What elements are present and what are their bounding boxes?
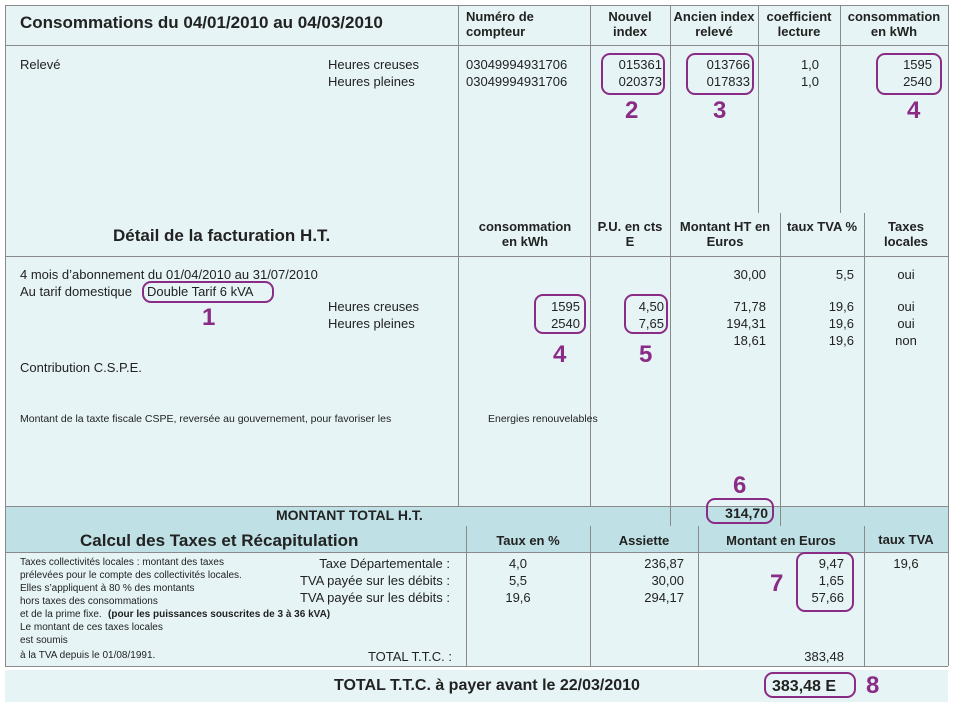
header-coefficient: coefficient lecture — [766, 9, 832, 39]
header-montant-euros: Montant en Euros — [726, 533, 836, 548]
abonnement-tva: 5,5 — [835, 267, 854, 282]
header-taxes-locales: Taxes locales — [883, 219, 929, 249]
cspe-note: Montant de la taxte fiscale CSPE, reversée au gouvernement, pour favoriser les — [20, 413, 392, 425]
header-consommation-kwh: consommation en kWh — [478, 219, 572, 249]
period-heures-creuses: Heures creuses — [328, 57, 420, 72]
conso-value: 2540 — [551, 316, 580, 331]
montant-ht-value: 71,78 — [733, 299, 766, 314]
highlight-pu — [624, 294, 668, 334]
header-montant-ht: Montant HT en Euros — [679, 219, 771, 249]
highlight-ancien-index — [686, 53, 754, 95]
montant-ht-value: 18,61 — [733, 333, 766, 348]
cspe-note-renouvelables: Energies renouvelables — [488, 413, 598, 425]
nouvel-index-value: 020373 — [618, 74, 662, 89]
header-numero-compteur: Numéro de compteur — [466, 9, 534, 39]
total-ht-band — [5, 506, 948, 526]
assiette-value: 294,17 — [644, 590, 684, 605]
tva-value: 19,6 — [828, 316, 854, 331]
marker-4: 4 — [553, 341, 567, 368]
taxes-note: Elles s’appliquent à 80 % des montants — [20, 583, 195, 594]
conso-kwh-value: 1595 — [903, 57, 932, 72]
highlight-total-ht — [706, 498, 774, 524]
assiette-value: 236,87 — [644, 556, 684, 571]
montant-value: 1,65 — [818, 573, 844, 588]
marker-1: 1 — [202, 304, 216, 331]
period-heures-pleines: Heures pleines — [328, 74, 415, 89]
taux-value: 19,6 — [505, 590, 531, 605]
header-taux-tva: taux TVA — [878, 532, 934, 547]
taxes-locales-value: oui — [897, 316, 915, 331]
pu-value: 4,50 — [638, 299, 664, 314]
tva-value: 19,6 — [893, 556, 919, 571]
pu-value: 7,65 — [638, 316, 664, 331]
marker-4: 4 — [907, 97, 921, 124]
taxes-note: Le montant de ces taxes locales — [20, 622, 163, 633]
highlight-total-ttc — [764, 672, 856, 698]
marker-7: 7 — [770, 570, 784, 597]
conso-kwh-value: 2540 — [903, 74, 932, 89]
taux-value: 5,5 — [508, 573, 528, 588]
tva-value: 19,6 — [828, 333, 854, 348]
montant-value: 9,47 — [818, 556, 844, 571]
tax-row-label: Taxe Départementale : — [319, 556, 450, 571]
header-consommation: consommation en kWh — [847, 9, 941, 39]
highlight-taxes — [796, 552, 854, 612]
marker-8: 8 — [866, 672, 880, 699]
row-label-releve: Relevé — [20, 57, 61, 72]
taxes-note: hors taxes des consommations — [20, 596, 158, 607]
marker-5: 5 — [639, 341, 653, 368]
total-ht-label: MONTANT TOTAL H.T. — [276, 507, 423, 523]
marker-6: 6 — [733, 472, 747, 499]
tax-row-label: TVA payée sur les débits : — [299, 590, 450, 605]
nouvel-index-value: 015361 — [618, 57, 662, 72]
highlight-conso-detail — [534, 294, 586, 334]
marker-2: 2 — [625, 97, 639, 124]
section3-title: Calcul des Taxes et Récapitulation — [80, 531, 359, 550]
tarif-value: Double Tarif 6 kVA — [147, 284, 254, 299]
abonnement-text: 4 mois d’abonnement du 01/04/2010 au 31/07/2010 — [20, 267, 318, 282]
section2-title: Détail de la facturation H.T. — [113, 226, 331, 245]
header-ancien-index: Ancien index relevé — [673, 9, 755, 39]
taxes-note-bold: (pour les puissances souscrites de 3 à 36 kVA) — [108, 609, 331, 620]
ancien-index-value: 017833 — [706, 74, 750, 89]
conso-value: 1595 — [551, 299, 580, 314]
abonnement-montant: 30,00 — [733, 267, 766, 282]
taxes-note: prélevées pour le compte des collectivités locales. — [20, 570, 242, 581]
total-ttc-value: 383,48 E — [772, 678, 837, 695]
taxes-note: à la TVA depuis le 01/08/1991. — [20, 650, 156, 661]
compteur-value: 03049994931706 — [466, 57, 568, 72]
taxes-note: Taxes collectivités locales : montant des taxes — [20, 557, 224, 568]
header-assiette: Assiette — [618, 533, 670, 548]
header-pu: P.U. en cts E — [597, 219, 663, 249]
section1-title: Consommations du 04/01/2010 au 04/03/2010 — [20, 13, 383, 32]
total-ttc-label: TOTAL T.T.C. à payer avant le 22/03/2010 — [334, 677, 640, 694]
taxes-locales-value: non — [895, 333, 917, 348]
ttc-label: TOTAL T.T.C. : — [367, 649, 452, 664]
period-heures-pleines: Heures pleines — [328, 316, 415, 331]
taxes-locales-value: oui — [897, 299, 915, 314]
ancien-index-value: 013766 — [706, 57, 750, 72]
highlight-nouvel-index — [601, 53, 665, 95]
tva-value: 19,6 — [828, 299, 854, 314]
period-heures-creuses: Heures creuses — [328, 299, 420, 314]
coef-value: 1,0 — [800, 74, 820, 89]
montant-ht-value: 194,31 — [726, 316, 766, 331]
highlight-tarif — [142, 281, 274, 303]
assiette-value: 30,00 — [651, 573, 684, 588]
header-taux: Taux en % — [496, 533, 560, 548]
abonnement-taxes: oui — [897, 267, 915, 282]
cspe-label: Contribution C.S.P.E. — [20, 360, 142, 375]
coef-value: 1,0 — [800, 57, 820, 72]
taxes-note: est soumis — [20, 635, 68, 646]
compteur-value: 03049994931706 — [466, 74, 568, 89]
ttc-value: 383,48 — [804, 649, 844, 664]
highlight-conso-kwh — [876, 53, 942, 95]
taux-value: 4,0 — [508, 556, 528, 571]
tax-row-label: TVA payée sur les débits : — [299, 573, 450, 588]
header-taux-tva: taux TVA % — [786, 219, 858, 234]
montant-value: 57,66 — [811, 590, 844, 605]
header-nouvel-index: Nouvel index — [608, 9, 652, 39]
marker-3: 3 — [713, 97, 727, 124]
taxes-note: et de la prime fixe. — [20, 609, 102, 620]
total-ht-value: 314,70 — [725, 505, 768, 521]
tarif-label: Au tarif domestique — [20, 284, 133, 299]
